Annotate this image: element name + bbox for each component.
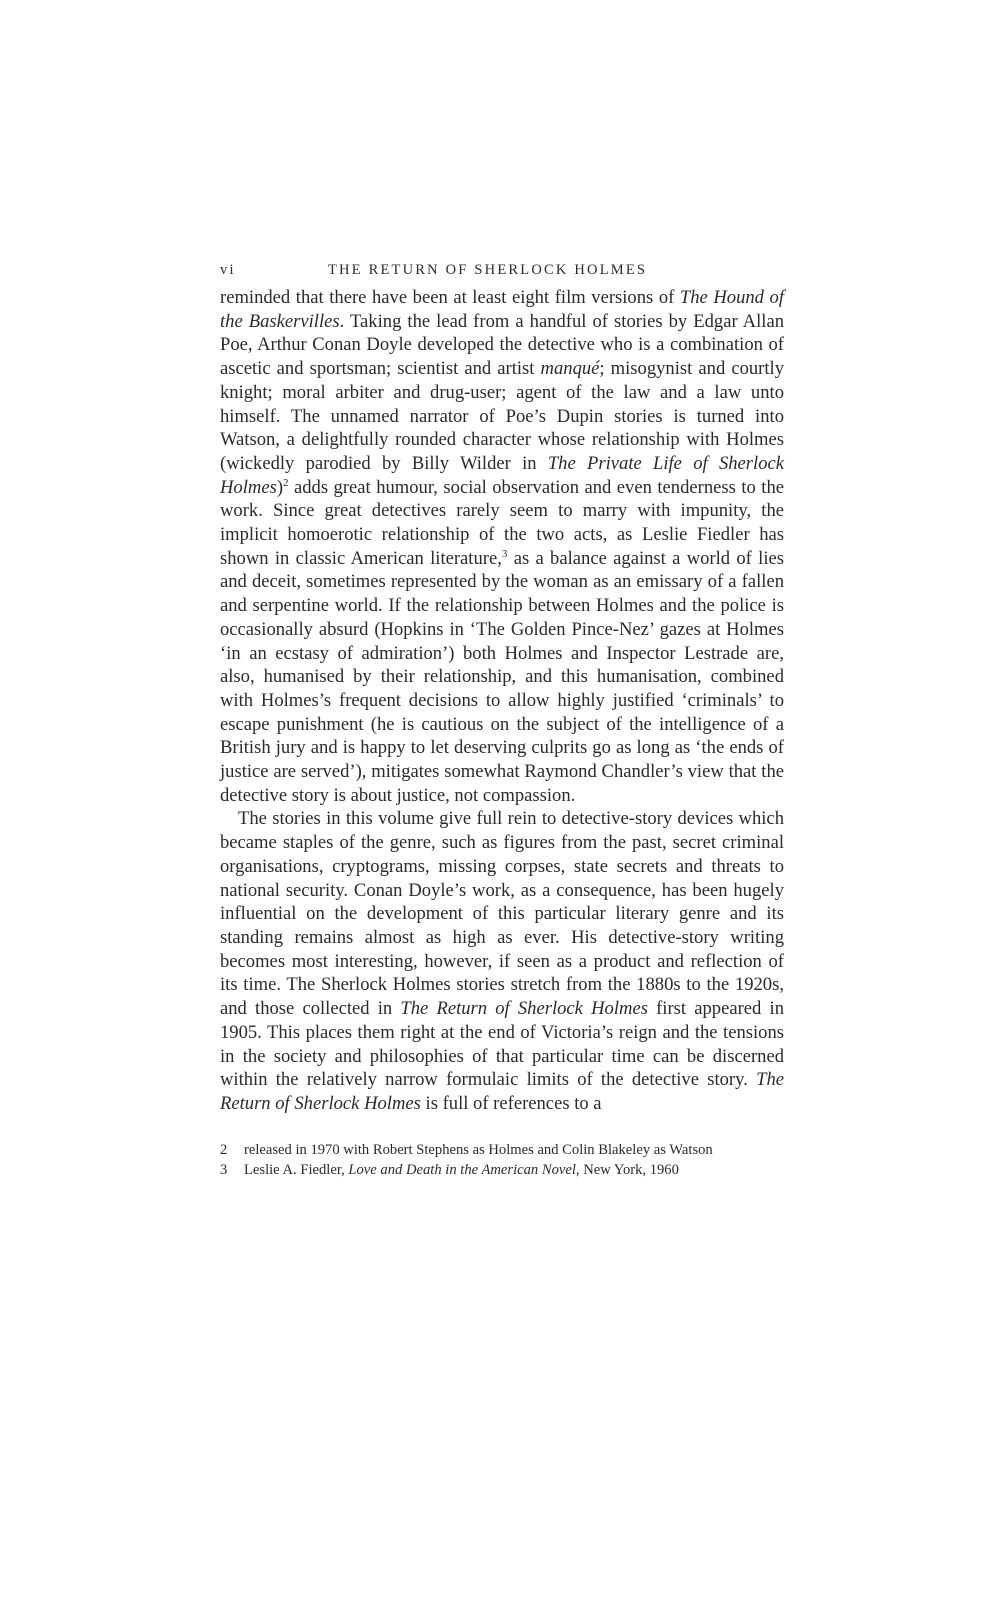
footnote-text xyxy=(244,1162,679,1178)
italic-title: Love and Death in the American Novel xyxy=(348,1161,576,1178)
italic-title: manqué xyxy=(540,358,600,380)
text-run: first appeared in 1905. This places them right at the end of Victoria’s reign and the tensions in the society and philosophies of that particular time can be discerned within the relatively narrow formulaic limits of the detective story. xyxy=(220,998,784,1091)
italic-title: The Private Life of Sherlock Holmes xyxy=(220,452,784,498)
text-run: released in 1970 with Robert Stephens as Holmes and Colin Blakeley as Watson xyxy=(244,1141,713,1158)
footnote xyxy=(220,1140,784,1160)
footnote-ref: 3 xyxy=(501,547,508,560)
italic-title: The Return of Sherlock Holmes xyxy=(220,1069,784,1114)
text-run: ; misogynist and courtly knight; moral arbiter and drug-user; agent of the law and a law unto himself. The unnamed narrator of Poe’s Dupin stories is turned into Watson, a delightfully rounded character whose relationship with Holmes (wickedly parodied by Billy Wilder in xyxy=(220,358,784,474)
text-run: is full of references to a xyxy=(420,1092,602,1114)
running-head-title: THE RETURN OF SHERLOCK HOLMES xyxy=(328,262,648,278)
running-head xyxy=(220,262,784,284)
text-run: reminded that there have been at least eight film versions of xyxy=(220,287,680,308)
italic-title: The Return of Sherlock Holmes xyxy=(400,998,648,1020)
footnote-text xyxy=(244,1142,713,1158)
italic-title: The Hound of the Baskervilles xyxy=(220,287,785,332)
book-page xyxy=(220,262,784,1180)
paragraph xyxy=(220,286,784,807)
text-run: ) xyxy=(276,476,284,498)
page-number: vi xyxy=(220,262,236,278)
footnote-number: 3 xyxy=(220,1161,228,1178)
text-run: Leslie A. Fiedler, xyxy=(244,1161,349,1178)
footnote-number: 2 xyxy=(220,1141,228,1158)
footnote-ref: 2 xyxy=(283,476,289,489)
text-run: as a balance against a world of lies and deceit, sometimes represented by the woman as an emissary of a fallen and serpentine world. If the relationship between Holmes and the police is occasionally absurd (Hopkins in ‘The Golden Pince-Nez’ gazes at Holmes ‘in an ecstasy of admiration’) both Holmes and Inspector Lestrade are, also, humanised by their relationship, and this humanisation, combined with Holmes’s frequent decisions to allow highly justified ‘criminals’ to escape punishment (he is cautious on the subject of the intelligence of a British jury and is happy to let deserving culprits go as long as ‘the ends of justice are served’), mitigates somewhat Raymond Chandler’s view that the detective story is about justice, not compassion. xyxy=(220,547,785,806)
text-run: . Taking the lead from a handful of stories by Edgar Allan Poe, Arthur Conan Doyle developed the detective who is a combination of ascetic and sportsman; scientist and artist xyxy=(220,310,784,380)
footnotes xyxy=(220,1140,784,1180)
footnote xyxy=(220,1160,784,1180)
text-run: The stories in this volume give full rein to detective-story devices which became staples of the genre, such as figures from the past, secret criminal organisations, cryptograms, missing corpses, state secrets and threats to national security. Conan Doyle’s work, as a consequence, has been hugely influential on the development of this particular literary genre and its standing remains almost as high as ever. His detective-story writing becomes most interesting, however, if seen as a product and reflection of its time. The Sherlock Holmes stories stretch from the 1880s to the 1920s, and those collected in xyxy=(220,808,784,1020)
body-text xyxy=(220,286,784,1116)
text-run: , New York, 1960 xyxy=(575,1161,679,1178)
paragraph xyxy=(220,807,784,1115)
text-run: adds great humour, social observation and even tenderness to the work. Since great detectives rarely seem to marry with impunity, the implicit homoerotic relationship of the two acts, as Leslie Fiedler has shown in classic American literature, xyxy=(220,476,784,569)
